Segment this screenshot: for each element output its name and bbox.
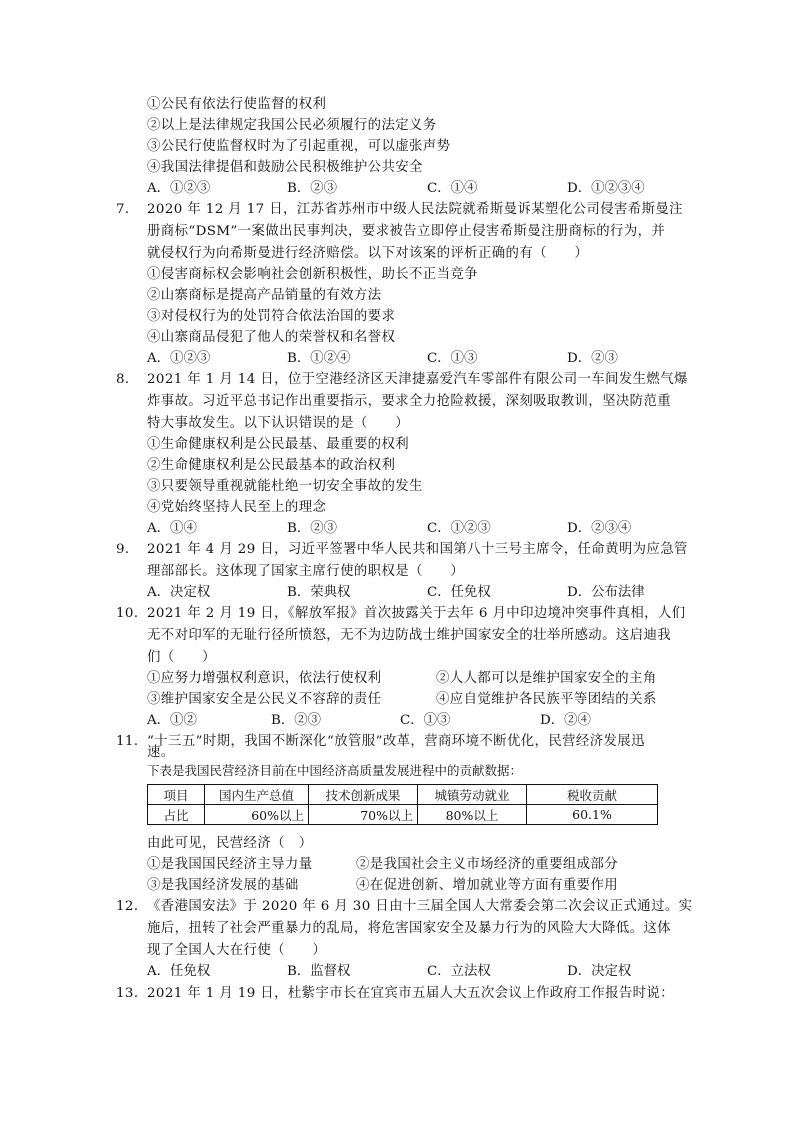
q7-option-d: D．②③ [567,351,618,366]
table-cell: 占比 [148,805,205,825]
q8-item-4: ④党始终坚持人民至上的理念 [147,500,327,515]
q11-line-2: 速。 [147,745,175,760]
q12-line-2: 施后，扭转了社会严重暴力的乱局，将危害国家安全及暴力行为的风险大大降低。这体 [147,921,672,936]
q12-option-d: D．决定权 [567,964,632,979]
q12-line-3: 现了全国人大在行使（ ） [147,943,327,958]
table-header-row [148,785,658,805]
q11-table-caption: 下表是我国民营经济目前在中国经济高质量发展进程中的贡献数据： [147,763,523,778]
q9-option-d: D．公布法律 [567,585,645,600]
table-header-cell: 项目 [148,785,205,805]
q10-item-1: ①应努力增强权利意识，依法行使权利 [147,671,382,686]
q7-number: 7． [116,202,139,217]
q6-item-2: ②以上是法律规定我国公民必须履行的法定义务 [147,118,437,133]
q12-line-1: 12．《香港国安法》于 2020 年 6 月 30 日由十三届全国人大常委会第二次会议正式通过。实 [116,897,692,917]
q10-item-4: ④应自觉维护各民族平等团结的关系 [436,692,657,707]
q8-line-2: 炸事故。习近平总书记作出重要指示，要求全力抢险救援，深刻吸取教训，坚决防范重 [147,394,672,409]
q7-line-2: 册商标“DSM”一案做出民事判决，要求被告立即停止侵害希斯曼注册商标的行为，并 [147,224,666,239]
q7-item-4: ④山寨商品侵犯了他人的荣誉权和名誉权 [147,330,396,345]
q8-item-3: ③只要领导重视就能杜绝一切安全事故的发生 [147,479,423,494]
q10-option-d: D．②④ [540,713,591,728]
q9-number: 9． [116,542,139,557]
table-cell: 60%以上 [205,805,309,825]
q9-option-b: B．荣典权 [287,585,351,600]
q7-line-1: 7． 2020 年 12 月 17 日，江苏省苏州市中级人民法院就希斯曼诉某塑化公司侵害希斯曼注 [116,200,683,220]
q6-option-d: D．①②③④ [567,181,645,196]
q7-item-3: ③对侵权行为的处罚符合依法治国的要求 [147,309,396,324]
table-header-cell: 税收贡献 [527,785,658,805]
q6-option-a: A．①②③ [147,181,211,196]
q8-line-1: 8． 2021 年 1 月 14 日，位于空港经济区天津捷嘉爱汽车零部件有限公司一车间发生燃气爆 [116,370,688,390]
q8-item-1: ①生命健康权利是公民最基、最重要的权利 [147,437,410,452]
q8-line-3: 特大事故发生。以下认识错误的是（ ） [147,416,410,431]
q11-item-3: ③是我国经济发展的基础 [147,878,299,893]
q6-item-4: ④我国法律提倡和鼓励公民积极维护公共安全 [147,160,423,175]
q8-option-b: B．②③ [287,521,338,536]
q12-option-b: B．监督权 [287,964,351,979]
table-cell: 70%以上 [309,805,418,825]
q8-number: 8． [116,372,139,387]
q10-line-1: 10．2021 年 2 月 19 日，《解放军报》首次披露关于去年 6 月中印边境冲突事件真相，人们 [116,604,686,624]
q7-item-2: ②山寨商标是提高产品销量的有效方法 [147,288,382,303]
q11-data-table [147,784,658,825]
q10-option-a: A．①② [147,713,197,728]
q6-item-1: ①公民有依法行使监督的权利 [147,97,327,112]
q7-option-b: B．①②④ [287,351,351,366]
q10-number: 10． [116,606,148,621]
q11-item-1: ①是我国国民经济主导力量 [147,857,313,872]
table-header-cell: 国内生产总值 [205,785,309,805]
q11-stem: 由此可见，民营经济（ ） [147,836,313,851]
q12-option-a: A．任免权 [147,964,211,979]
table-header-cell: 城镇劳动就业 [418,785,527,805]
q9-option-c: C．任免权 [427,585,491,600]
q10-item-3: ③维护国家安全是公民义不容辞的责任 [147,692,382,707]
q7-option-c: C．①③ [427,351,478,366]
q12-option-c: C．立法权 [427,964,491,979]
table-row [148,805,658,825]
q10-line-2: 无不对印军的无耻行径所愤怒，无不为边防战士维护国家安全的壮举所感动。这启迪我 [147,628,672,643]
q11-number: 11． [116,734,148,749]
q11-line-1: 11．“十三五”时期，我国不断深化“放管服”改革，营商环境不断优化，民营经济发展迅 [116,732,645,752]
q11-item-4: ④在促进创新、增加就业等方面有重要作用 [356,878,619,893]
q11-item-2: ②是我国社会主义市场经济的重要组成部分 [356,857,619,872]
q10-option-c: C．①③ [400,713,451,728]
q13-number: 13． [116,986,148,1001]
q13-line-1: 13．2021 年 1 月 19 日，杜紫宇市长在宜宾市五届人大五次会议上作政府工作报告时说： [116,984,674,1004]
q8-item-2: ②生命健康权利是公民最基本的政治权利 [147,458,396,473]
q10-line-3: 们（ ） [147,650,216,665]
q7-item-1: ①侵害商标权会影响社会创新积极性，助长不正当竞争 [147,267,478,282]
table-cell: 80%以上 [418,805,527,825]
q9-line-1: 9． 2021 年 4 月 29 日，习近平签署中华人民共和国第八十三号主席令，任命黄明为应急管 [116,540,688,560]
q7-option-a: A．①②③ [147,351,211,366]
q10-option-b: B．②③ [271,713,322,728]
q7-line-3: 就侵权行为向希斯曼进行经济赔偿。以下对该案的评析正确的有（ ） [147,246,589,261]
q6-option-c: C．①④ [427,181,478,196]
q8-option-c: C．①②③ [427,521,491,536]
q6-item-3: ③公民行使监督权时为了引起重视，可以虚张声势 [147,139,451,154]
q8-option-d: D．②③④ [567,521,632,536]
q6-option-b: B．②③ [287,181,338,196]
q8-option-a: A．①④ [147,521,197,536]
table-cell: 60.1% [527,805,658,825]
q9-option-a: A．决定权 [147,585,211,600]
q9-line-2: 理部部长。这体现了国家主席行使的职权是（ ） [147,564,465,579]
q10-item-2: ②人人都可以是维护国家安全的主角 [436,671,657,686]
q12-number: 12． [116,899,148,914]
table-header-cell: 技术创新成果 [309,785,418,805]
